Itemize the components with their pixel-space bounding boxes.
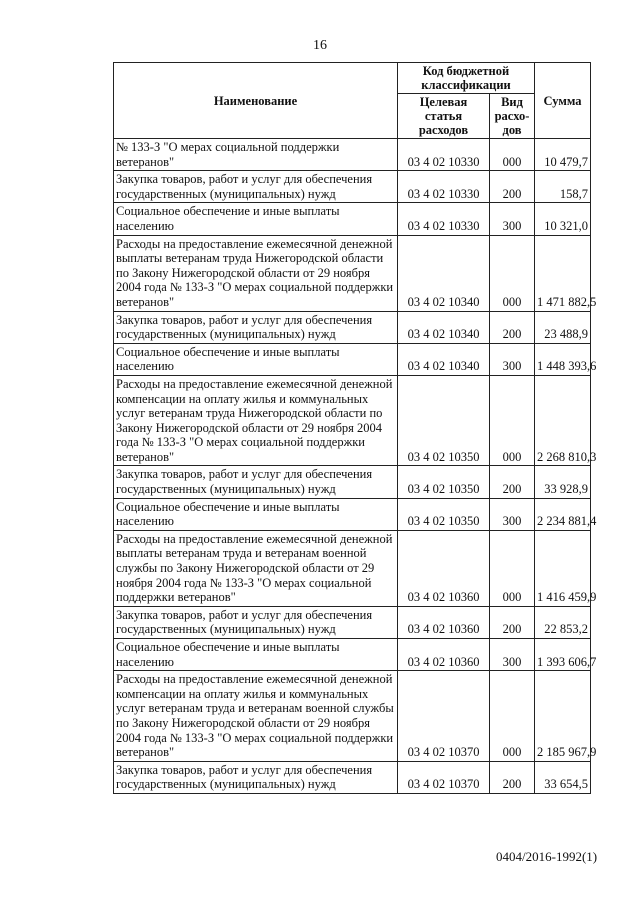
row-amount: 22 853,2 xyxy=(535,606,591,638)
table-row xyxy=(114,235,591,311)
row-name: Расходы на предоставление ежемесячной денежной выплаты ветеранам труда и ветеранам военной службы по Закону Нижегородской области от 29 ноября 2004 года № 133-З "О мерах социальной поддержки ветеранов" xyxy=(114,530,398,606)
header-row-1 xyxy=(114,63,591,94)
row-expense-type: 000 xyxy=(490,671,535,762)
row-expense-type: 200 xyxy=(490,171,535,203)
row-amount: 33 928,9 xyxy=(535,466,591,498)
row-target-article: 03 4 02 10370 xyxy=(398,761,490,793)
row-amount: 2 185 967,9 xyxy=(535,671,591,762)
row-expense-type: 000 xyxy=(490,375,535,466)
table-row xyxy=(114,311,591,343)
row-expense-type: 200 xyxy=(490,606,535,638)
header-target-article: Целевая статья расходов xyxy=(398,94,490,139)
row-amount: 1 448 393,6 xyxy=(535,343,591,375)
row-target-article: 03 4 02 10350 xyxy=(398,498,490,530)
table-row xyxy=(114,171,591,203)
row-name: Социальное обеспечение и иные выплаты населению xyxy=(114,498,398,530)
table-row xyxy=(114,139,591,171)
row-name: Закупка товаров, работ и услуг для обеспечения государственных (муниципальных) нужд xyxy=(114,761,398,793)
row-name: Закупка товаров, работ и услуг для обеспечения государственных (муниципальных) нужд xyxy=(114,311,398,343)
row-expense-type: 300 xyxy=(490,639,535,671)
row-target-article: 03 4 02 10350 xyxy=(398,375,490,466)
row-target-article: 03 4 02 10330 xyxy=(398,171,490,203)
row-name: Закупка товаров, работ и услуг для обеспечения государственных (муниципальных) нужд xyxy=(114,171,398,203)
row-expense-type: 200 xyxy=(490,466,535,498)
row-target-article: 03 4 02 10330 xyxy=(398,139,490,171)
row-name: Социальное обеспечение и иные выплаты населению xyxy=(114,639,398,671)
header-name: Наименование xyxy=(114,63,398,139)
row-name: Социальное обеспечение и иные выплаты населению xyxy=(114,343,398,375)
row-expense-type: 000 xyxy=(490,530,535,606)
row-target-article: 03 4 02 10330 xyxy=(398,203,490,235)
row-expense-type: 300 xyxy=(490,343,535,375)
table-row xyxy=(114,343,591,375)
table-row xyxy=(114,530,591,606)
page-number: 16 xyxy=(313,38,327,53)
table-row xyxy=(114,466,591,498)
row-target-article: 03 4 02 10360 xyxy=(398,606,490,638)
row-name: Расходы на предоставление ежемесячной денежной выплаты ветеранам труда Нижегородской области по Закону Нижегородской области от 29 ноября 2004 года № 133-З "О мерах социальной поддержки ветеранов" xyxy=(114,235,398,311)
row-name: Закупка товаров, работ и услуг для обеспечения государственных (муниципальных) нужд xyxy=(114,466,398,498)
row-expense-type: 000 xyxy=(490,235,535,311)
row-amount: 158,7 xyxy=(535,171,591,203)
table-body xyxy=(114,139,597,794)
row-expense-type: 000 xyxy=(490,139,535,171)
row-name: Социальное обеспечение и иные выплаты населению xyxy=(114,203,398,235)
row-name: Расходы на предоставление ежемесячной денежной компенсации на оплату жилья и коммунальных услуг ветеранам труда Нижегородской области по Закону Нижегородской области от 29 ноября 2004 года № 133-З "О мерах социальной поддержки ветеранов" xyxy=(114,375,398,466)
row-target-article: 03 4 02 10370 xyxy=(398,671,490,762)
row-amount: 2 234 881,4 xyxy=(535,498,591,530)
row-amount: 1 416 459,9 xyxy=(535,530,591,606)
row-name: Закупка товаров, работ и услуг для обеспечения государственных (муниципальных) нужд xyxy=(114,606,398,638)
table-row xyxy=(114,375,591,466)
table-row xyxy=(114,671,591,762)
table-row xyxy=(114,606,591,638)
document-id: 0404/2016-1992(1) xyxy=(496,849,598,864)
row-amount: 10 479,7 xyxy=(535,139,591,171)
row-target-article: 03 4 02 10340 xyxy=(398,343,490,375)
row-amount: 10 321,0 xyxy=(535,203,591,235)
row-target-article: 03 4 02 10340 xyxy=(398,235,490,311)
row-expense-type: 200 xyxy=(490,761,535,793)
table-row xyxy=(114,203,591,235)
row-target-article: 03 4 02 10360 xyxy=(398,639,490,671)
table-row xyxy=(114,498,591,530)
row-amount: 1 471 882,5 xyxy=(535,235,591,311)
header-amount: Сумма xyxy=(535,63,591,139)
row-expense-type: 300 xyxy=(490,203,535,235)
row-amount: 33 654,5 xyxy=(535,761,591,793)
row-amount: 23 488,9 xyxy=(535,311,591,343)
row-name: № 133-З "О мерах социальной поддержки ветеранов" xyxy=(114,139,398,171)
row-target-article: 03 4 02 10350 xyxy=(398,466,490,498)
row-expense-type: 300 xyxy=(490,498,535,530)
row-amount: 1 393 606,7 xyxy=(535,639,591,671)
row-amount: 2 268 810,3 xyxy=(535,375,591,466)
row-expense-type: 200 xyxy=(490,311,535,343)
row-target-article: 03 4 02 10340 xyxy=(398,311,490,343)
row-target-article: 03 4 02 10360 xyxy=(398,530,490,606)
header-expense-type: Вид расхо-дов xyxy=(490,94,535,139)
table-row xyxy=(114,761,591,793)
header-kbk-group: Код бюджетной классификации xyxy=(398,63,535,94)
table-row xyxy=(114,639,591,671)
budget-table xyxy=(113,62,597,794)
row-name: Расходы на предоставление ежемесячной денежной компенсации на оплату жилья и коммунальных услуг ветеранам труда и ветеранам военной службы по Закону Нижегородской области от 29 ноября 2004 года № 133-З "О мерах социальной поддержки ветеранов" xyxy=(114,671,398,762)
